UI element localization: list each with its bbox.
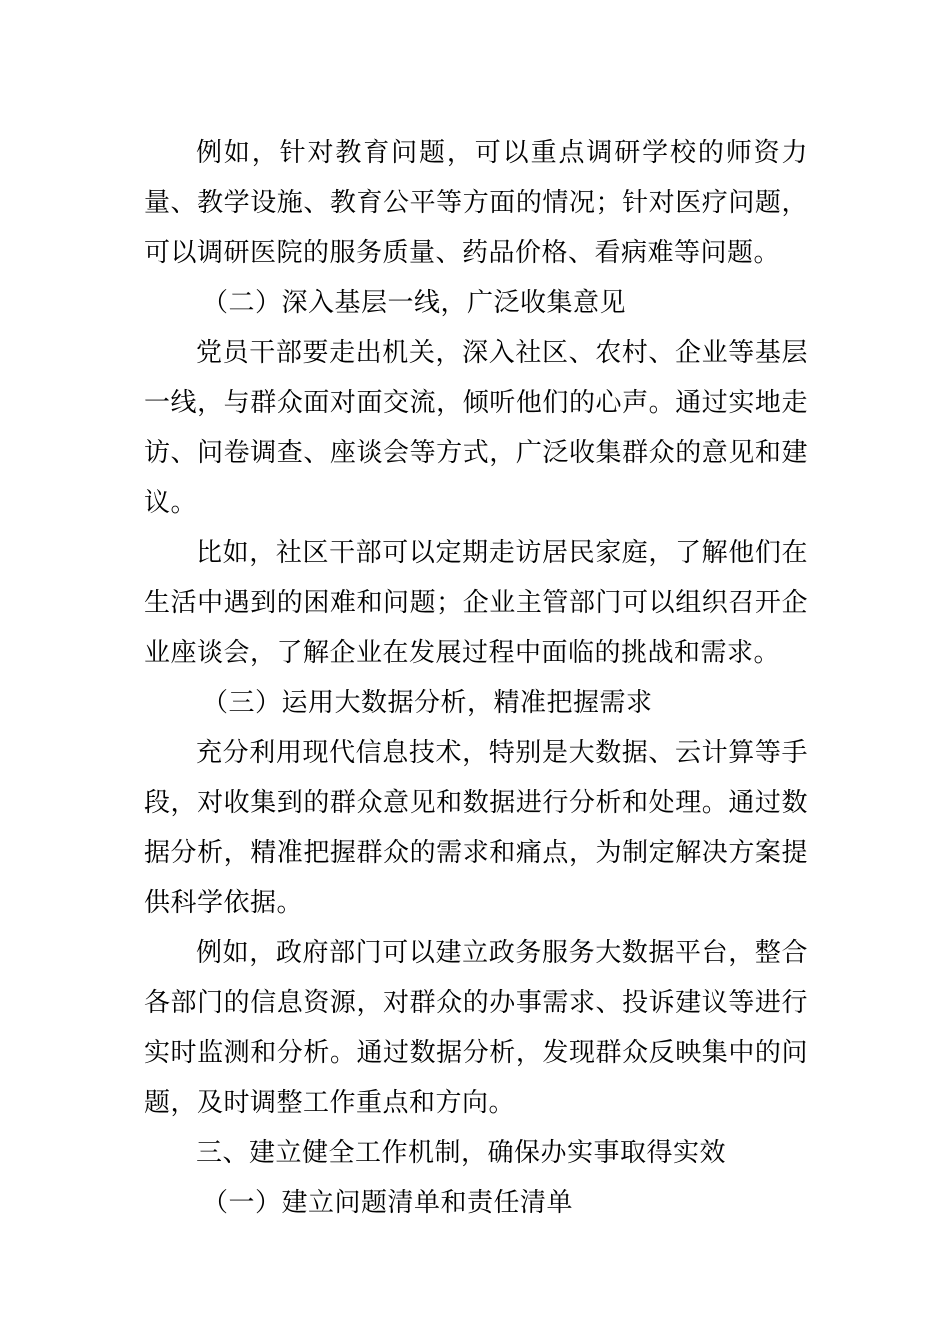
paragraph-government-platform-example: 例如，政府部门可以建立政务服务大数据平台，整合各部门的信息资源，对群众的办事需求、投诉建议等进行实时监测和分析。通过数据分析，发现群众反映集中的问题，及时调整工作重点和方向。 [144,938,808,1118]
section-heading-work-mechanism: 三、建立健全工作机制，确保办实事取得实效 [196,1138,727,1168]
paragraph-grassroots-collection: 党员干部要走出机关，深入社区、农村、企业等基层一线，与群众面对面交流，倾听他们的心声。通过实地走访、问卷调查、座谈会等方式，广泛收集群众的意见和建议。 [144,338,808,518]
subheading-grassroots: （二）深入基层一线，广泛收集意见 [202,288,627,318]
subheading-problem-responsibility-lists: （一）建立问题清单和责任清单 [202,1188,574,1218]
subheading-big-data: （三）运用大数据分析，精准把握需求 [202,688,653,718]
paragraph-community-examples: 比如，社区干部可以定期走访居民家庭，了解他们在生活中遇到的困难和问题；企业主管部门可以组织召开企业座谈会，了解企业在发展过程中面临的挑战和需求。 [144,538,808,668]
document-body [144,128,808,1228]
paragraph-education-healthcare-examples: 例如，针对教育问题，可以重点调研学校的师资力量、教学设施、教育公平等方面的情况；针对医疗问题，可以调研医院的服务质量、药品价格、看病难等问题。 [144,138,808,268]
paragraph-big-data-analysis: 充分利用现代信息技术，特别是大数据、云计算等手段，对收集到的群众意见和数据进行分析和处理。通过数据分析，精准把握群众的需求和痛点，为制定解决方案提供科学依据。 [144,738,808,918]
